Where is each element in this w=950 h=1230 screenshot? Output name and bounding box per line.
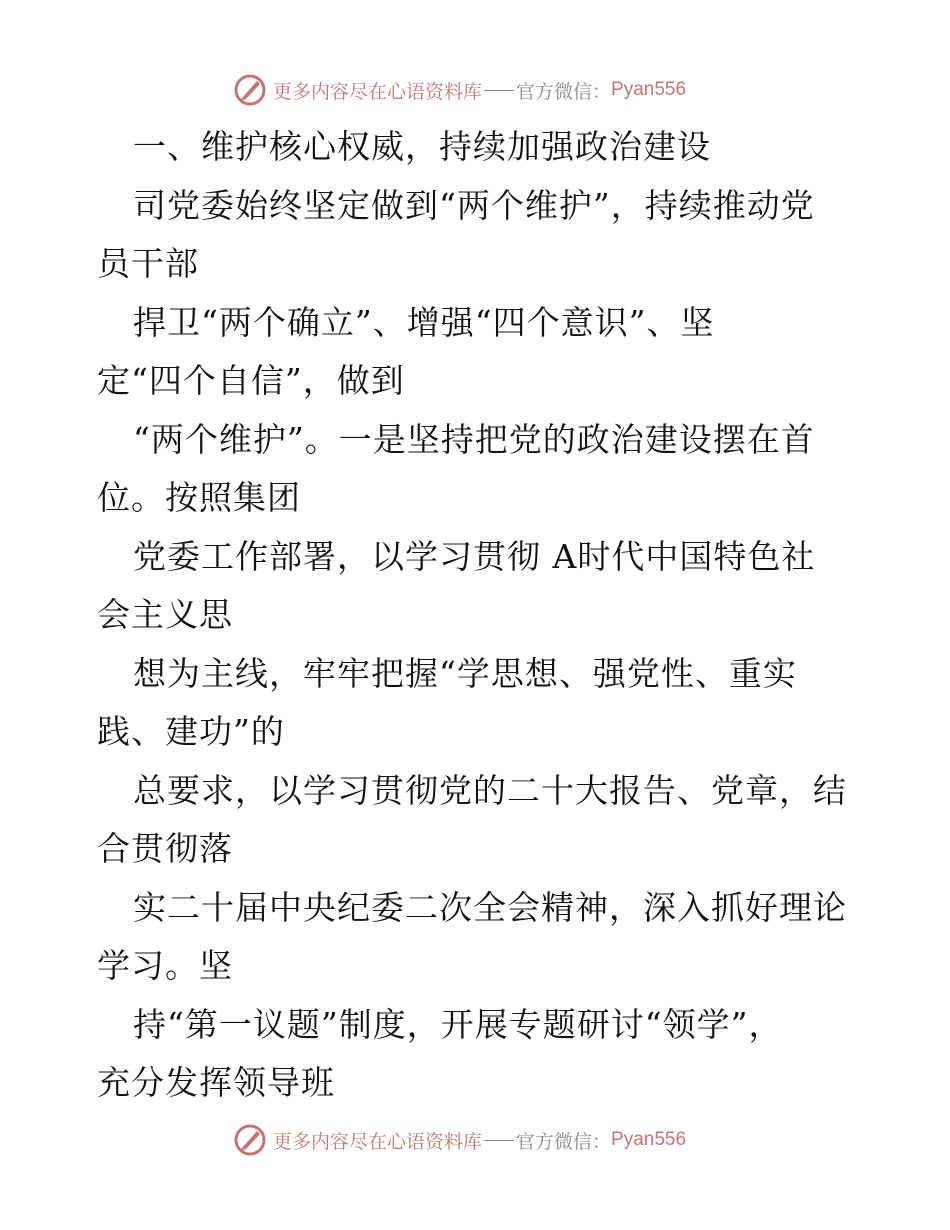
watermark-dash [484, 90, 514, 91]
body-line: 践、建功”的 [97, 712, 285, 751]
body-line: 党委工作部署，以学习贯彻 A时代中国特色社 [133, 537, 816, 576]
header-watermark [233, 72, 686, 108]
body-line: 司党委始终坚定做到“两个维护”，持续推动党 [133, 186, 815, 225]
quill-logo-icon [233, 73, 267, 107]
body-line: 位。按照集团 [97, 478, 301, 517]
watermark-wechat-id: Pyan556 [611, 1129, 687, 1150]
body-line: 总要求，以学习贯彻党的二十大报告、党章，结 [133, 771, 847, 810]
watermark-site-text: 更多内容尽在心语资料库 [273, 80, 483, 103]
body-line: 合贯彻落 [97, 829, 233, 868]
body-line: 想为主线，牢牢把握“学思想、强党性、重实 [133, 654, 797, 693]
body-line: 持“第一议题”制度，开展专题研讨“领学”， [133, 1005, 783, 1044]
watermark-site-text: 更多内容尽在心语资料库 [273, 1130, 483, 1153]
body-line: 员干部 [97, 244, 199, 283]
body-line: 充分发挥领导班 [97, 1063, 335, 1102]
body-line: 会主义思 [97, 595, 233, 634]
watermark-dash [484, 1140, 514, 1141]
quill-logo-icon [233, 1123, 267, 1157]
section-heading: 一、维护核心权威，持续加强政治建设 [133, 127, 711, 166]
body-line: 学习。坚 [97, 946, 233, 985]
footer-watermark [233, 1122, 686, 1158]
body-line: 定“四个自信”，做到 [97, 361, 405, 400]
body-line: 捍卫“两个确立”、增强“四个意识”、坚 [133, 303, 715, 342]
watermark-wechat-label: 官方微信： [516, 1130, 612, 1153]
watermark-wechat-id: Pyan556 [611, 79, 687, 100]
watermark-wechat-label: 官方微信： [516, 80, 612, 103]
body-line: “两个维护”。一是坚持把党的政治建设摆在首 [133, 420, 815, 459]
body-line: 实二十届中央纪委二次全会精神，深入抓好理论 [133, 888, 847, 927]
